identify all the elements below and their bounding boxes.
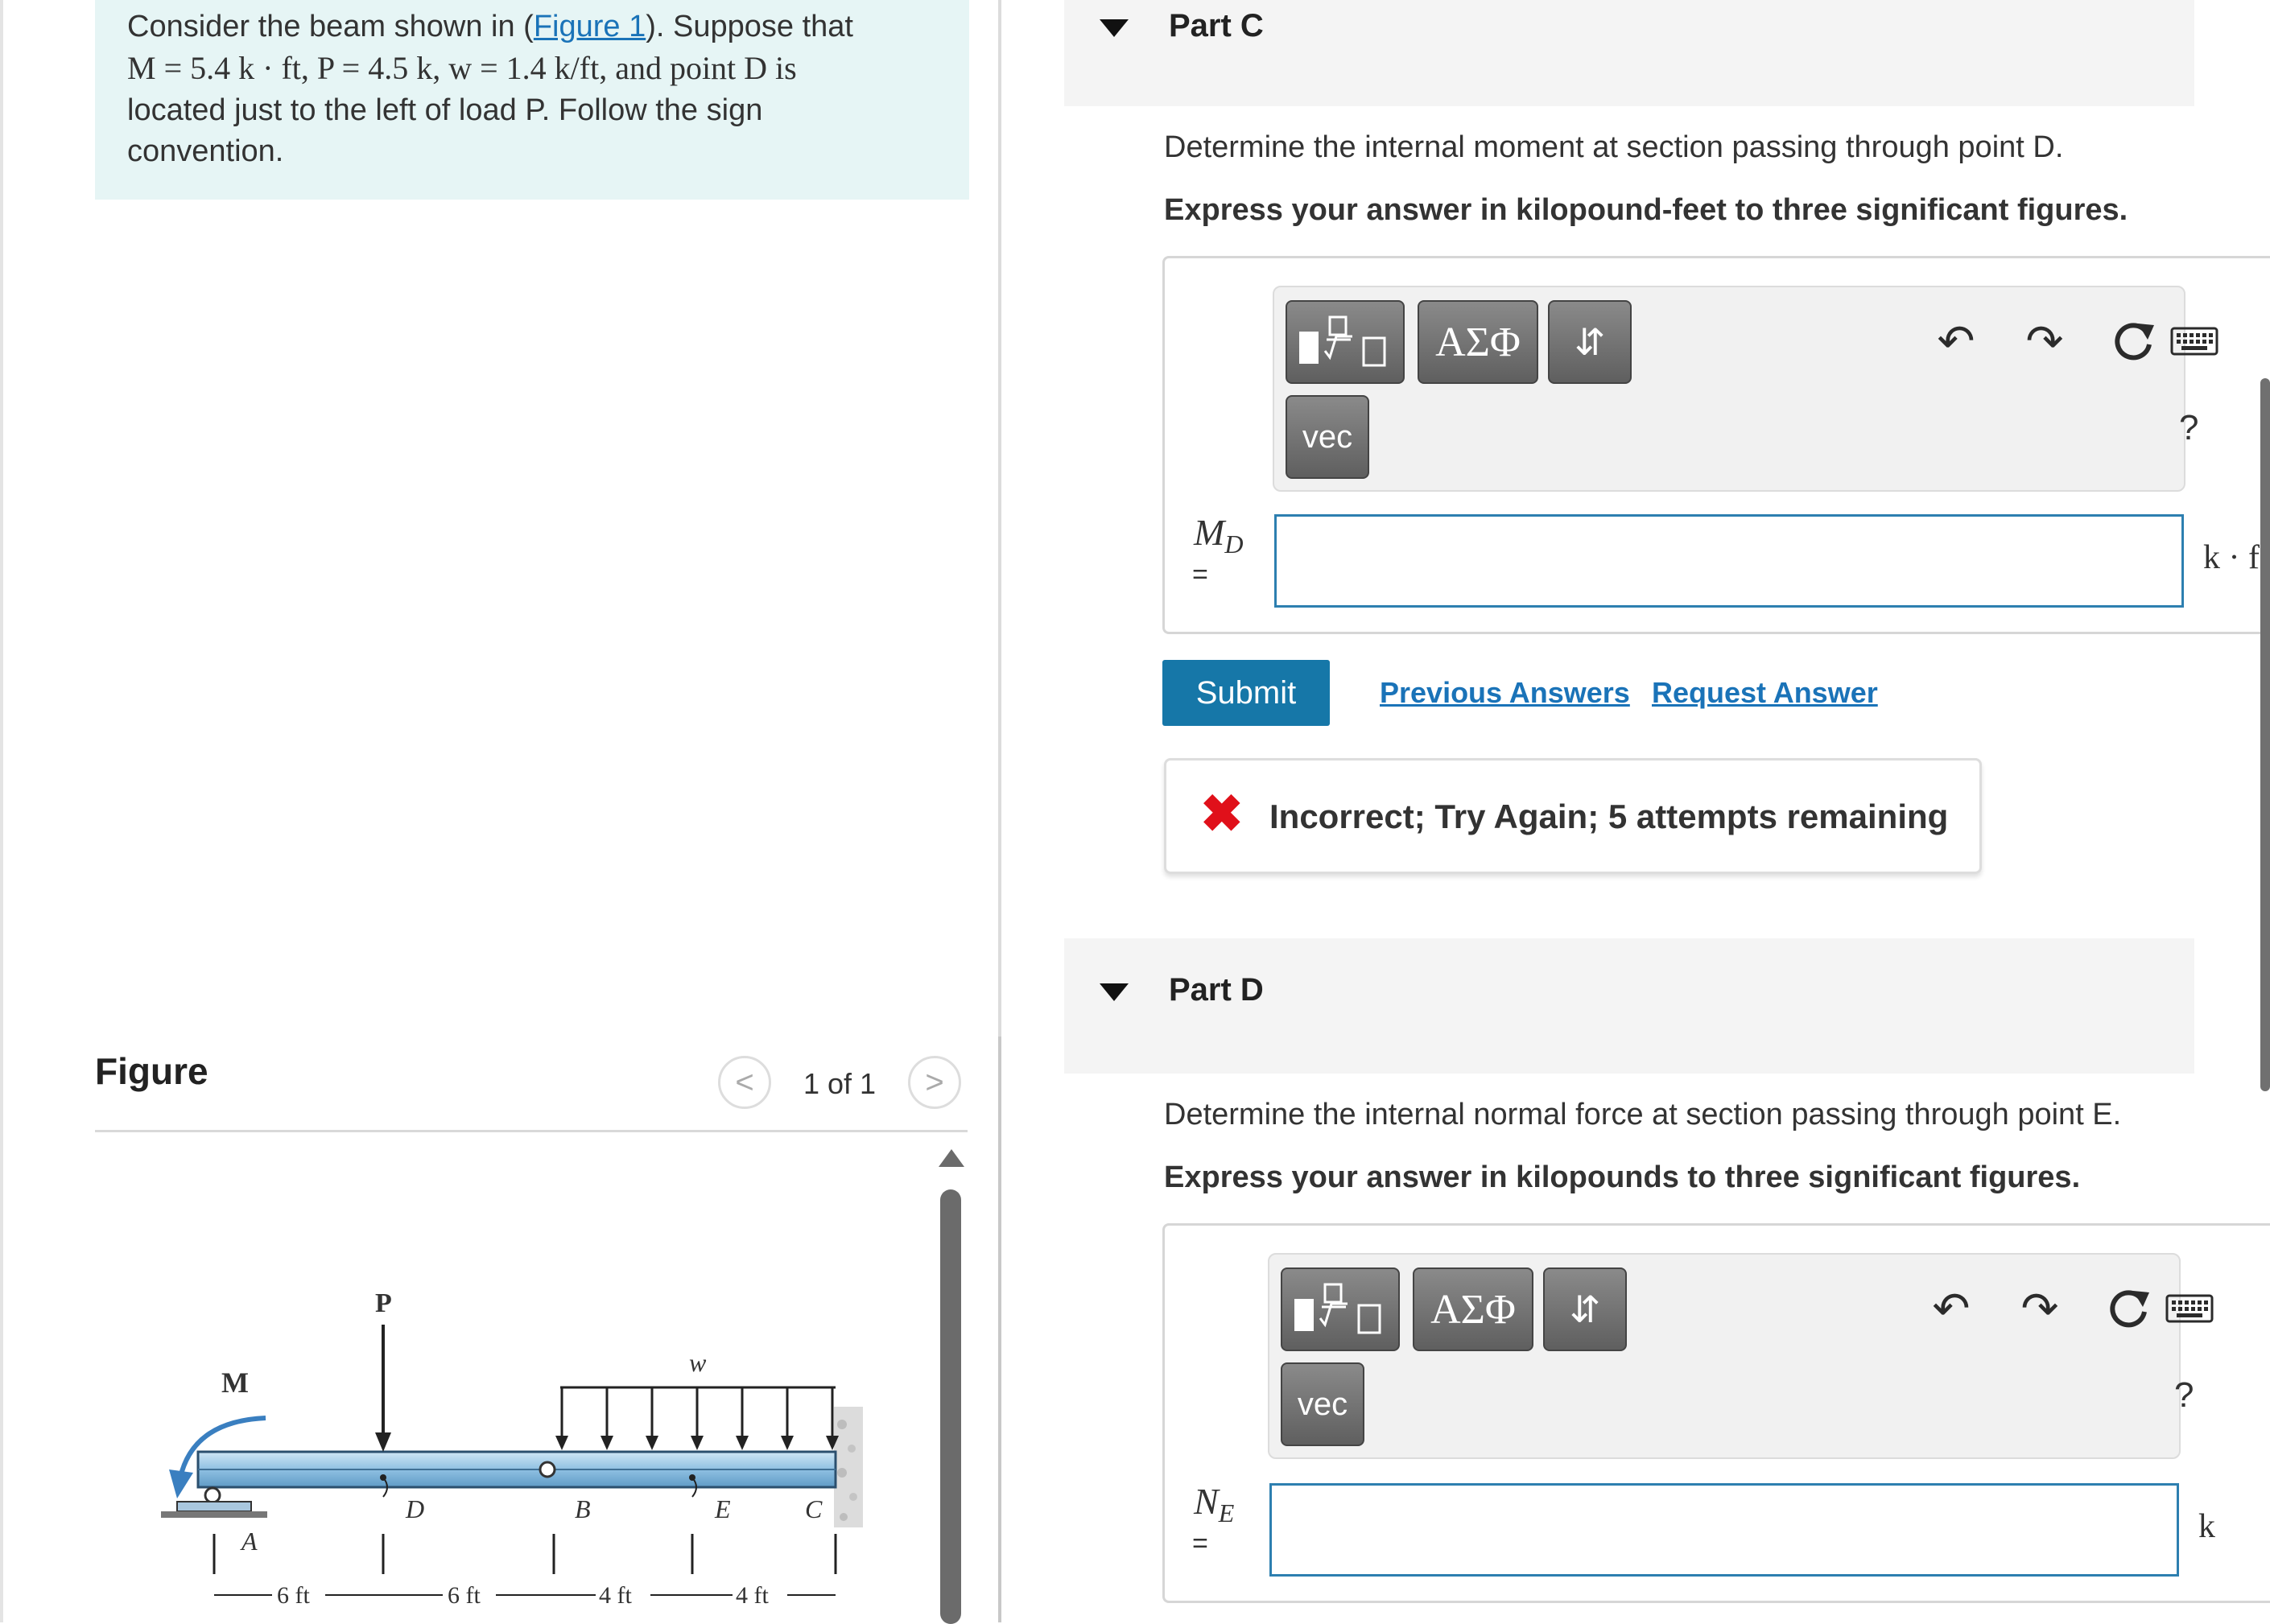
undo-icon[interactable]: ↶ xyxy=(1932,1283,1971,1333)
dim-label-4: 4 ft xyxy=(736,1582,769,1609)
problem-line3: located just to the left of load P. Follow the sign xyxy=(127,93,763,127)
redo-icon[interactable]: ↷ xyxy=(2020,1283,2059,1333)
problem-line4: convention. xyxy=(127,134,284,168)
chevron-right-icon: > xyxy=(925,1064,944,1100)
left-border xyxy=(0,0,3,1622)
greek-symbols-button[interactable]: ΑΣΦ xyxy=(1418,300,1538,384)
dim-label-3: 4 ft xyxy=(599,1582,632,1609)
problem-after-link: ). Suppose that xyxy=(646,10,853,43)
page-scrollbar[interactable] xyxy=(2260,378,2270,1091)
column-divider-lower xyxy=(998,1037,1001,1622)
hinge-b xyxy=(540,1462,555,1477)
part-d-instruction: Express your answer in kilopounds to three significant figures. xyxy=(1164,1160,2081,1194)
part-c-title: Part C xyxy=(1169,8,1264,43)
figure-1-link[interactable]: Figure 1 xyxy=(533,10,646,43)
keyboard-icon[interactable] xyxy=(2168,323,2221,360)
arrows-button[interactable]: ⇵ xyxy=(1548,300,1632,384)
part-d-unit: k xyxy=(2198,1508,2215,1545)
feedback-text: Incorrect; Try Again; 5 attempts remaining xyxy=(1269,798,1949,835)
problem-givens: M = 5.4 k · ft, P = 4.5 k, w = 1.4 k/ft, and point D is xyxy=(127,50,797,86)
fixed-wall xyxy=(834,1407,863,1527)
part-c-header[interactable] xyxy=(1064,0,2194,106)
part-c-var-sub: D xyxy=(1224,530,1244,559)
part-c-answer-input[interactable] xyxy=(1274,514,2184,608)
figure-scroll-up-arrow[interactable] xyxy=(939,1149,964,1167)
problem-intro: Consider the beam shown in ( xyxy=(127,10,534,43)
label-c: C xyxy=(805,1494,823,1523)
beam-figure xyxy=(145,1272,885,1622)
vec-button[interactable]: vec xyxy=(1286,395,1369,479)
arrows-button[interactable]: ⇵ xyxy=(1543,1267,1627,1351)
figure-divider xyxy=(95,1130,968,1132)
part-c-var: M xyxy=(1194,512,1225,553)
template-button[interactable] xyxy=(1281,1267,1400,1351)
figure-heading: Figure xyxy=(95,1050,208,1092)
reset-icon[interactable] xyxy=(2103,311,2163,371)
dim-label-1: 6 ft xyxy=(277,1582,310,1609)
fraction-sqrt-template-icon xyxy=(1290,1281,1391,1338)
help-button[interactable]: ? xyxy=(2179,408,2199,447)
part-d-question: Determine the internal normal force at section passing through point E. xyxy=(1164,1098,2122,1131)
template-button[interactable] xyxy=(1286,300,1405,384)
label-w: w xyxy=(689,1348,707,1377)
previous-answers-link[interactable]: Previous Answers xyxy=(1380,676,1630,709)
part-d-answer-box xyxy=(1162,1223,2270,1603)
part-d-title: Part D xyxy=(1169,972,1264,1008)
label-m: M xyxy=(221,1366,249,1399)
part-d-answer-input[interactable] xyxy=(1269,1483,2179,1577)
help-button[interactable]: ? xyxy=(2174,1375,2194,1415)
part-c-answer-box xyxy=(1162,256,2270,634)
reset-icon[interactable] xyxy=(2099,1279,2158,1338)
label-d: D xyxy=(406,1494,425,1523)
problem-statement xyxy=(127,6,948,172)
distributed-load-w xyxy=(555,1387,839,1450)
label-e: E xyxy=(715,1494,731,1523)
part-d-math-toolbar xyxy=(1268,1253,2194,1459)
part-d-equals: = xyxy=(1192,1528,1208,1559)
chevron-left-icon: < xyxy=(735,1064,754,1100)
redo-icon[interactable]: ↷ xyxy=(2025,315,2064,366)
vec-button[interactable]: vec xyxy=(1281,1362,1364,1446)
label-p: P xyxy=(375,1288,392,1318)
part-c-equals: = xyxy=(1192,559,1208,590)
part-c-variable-label xyxy=(1194,511,1243,559)
keyboard-icon[interactable] xyxy=(2163,1290,2216,1327)
figure-scrollbar[interactable] xyxy=(940,1189,961,1624)
submit-button[interactable]: Submit xyxy=(1162,660,1330,726)
figure-prev-button[interactable] xyxy=(718,1056,771,1109)
part-c-unit: k · f xyxy=(2203,539,2260,576)
greek-symbols-button[interactable]: ΑΣΦ xyxy=(1413,1267,1533,1351)
collapse-triangle-icon[interactable] xyxy=(1100,19,1129,37)
figure-counter: 1 of 1 xyxy=(803,1067,877,1100)
part-d-header[interactable] xyxy=(1064,938,2194,1074)
dim-label-2: 6 ft xyxy=(448,1582,481,1609)
collapse-triangle-icon[interactable] xyxy=(1100,983,1129,1001)
part-c-question: Determine the internal moment at section passing through point D. xyxy=(1164,130,2064,164)
part-c-math-toolbar xyxy=(1273,286,2199,492)
label-b: B xyxy=(575,1494,591,1523)
part-d-var: N xyxy=(1194,1481,1219,1522)
request-answer-link[interactable]: Request Answer xyxy=(1652,676,1878,709)
figure-next-button[interactable] xyxy=(908,1056,961,1109)
undo-icon[interactable]: ↶ xyxy=(1937,315,1975,366)
label-a: A xyxy=(241,1527,258,1556)
feedback-box xyxy=(1164,758,1982,874)
part-d-var-sub: E xyxy=(1218,1498,1235,1528)
x-icon: ✖ xyxy=(1200,785,1244,843)
fraction-sqrt-template-icon xyxy=(1294,314,1396,370)
part-d-variable-label xyxy=(1194,1480,1234,1528)
part-c-instruction: Express your answer in kilopound-feet to three significant figures. xyxy=(1164,193,2128,227)
